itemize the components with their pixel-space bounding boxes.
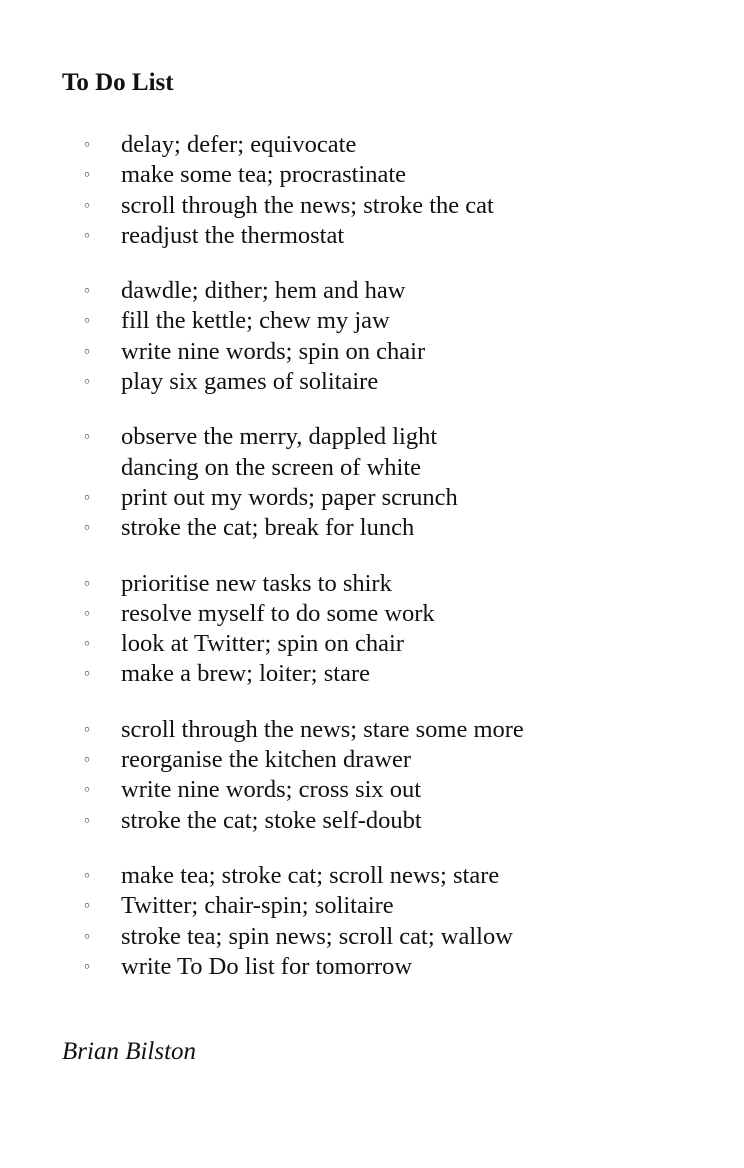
- list-item-text: prioritise new tasks to shirk: [121, 569, 392, 597]
- list-item: [62, 191, 732, 221]
- list-item: [62, 337, 732, 367]
- list-item-text: play six games of solitaire: [121, 368, 379, 396]
- list-item-text: scroll through the news; stroke the cat: [121, 191, 494, 219]
- list-item: [62, 599, 732, 629]
- list-item: [62, 367, 732, 397]
- list-item: [62, 659, 732, 689]
- list-item: [62, 221, 732, 251]
- list-item: [62, 891, 732, 921]
- hollow-bullet-icon: ◦: [82, 282, 92, 301]
- hollow-bullet-icon: ◦: [82, 196, 92, 215]
- hollow-bullet-icon: ◦: [82, 166, 92, 185]
- list-item-text: dancing on the screen of white: [121, 453, 422, 481]
- list-item-text: observe the merry, dappled light: [121, 423, 438, 451]
- list-item-text: resolve myself to do some work: [121, 599, 435, 627]
- list-item-text: print out my words; paper scrunch: [121, 483, 458, 511]
- hollow-bullet-icon: ◦: [82, 897, 92, 916]
- poem-body: [62, 130, 732, 1007]
- list-item: [62, 513, 732, 543]
- stanza-4: [62, 569, 732, 690]
- list-item-text: stroke tea; spin news; scroll cat; wallow: [121, 922, 513, 950]
- list-item: [62, 160, 732, 190]
- stanza-3: [62, 422, 732, 543]
- hollow-bullet-icon: ◦: [82, 720, 92, 739]
- list-item-text: write To Do list for tomorrow: [121, 952, 413, 980]
- list-item-text: dawdle; dither; hem and haw: [121, 277, 406, 305]
- stanza-5: [62, 715, 732, 836]
- list-item-text: write nine words; spin on chair: [121, 337, 426, 365]
- hollow-bullet-icon: ◦: [82, 342, 92, 361]
- hollow-bullet-icon: ◦: [82, 957, 92, 976]
- hollow-bullet-icon: ◦: [82, 519, 92, 538]
- list-item-text: readjust the thermostat: [121, 221, 345, 249]
- list-item: [62, 422, 732, 483]
- list-item: [62, 306, 732, 336]
- poem-author: Brian Bilston: [62, 1038, 197, 1065]
- hollow-bullet-icon: ◦: [82, 373, 92, 392]
- list-item: [62, 130, 732, 160]
- stanza-6: [62, 861, 732, 982]
- list-item: [62, 745, 732, 775]
- list-item: [62, 629, 732, 659]
- list-item-text: look at Twitter; spin on chair: [121, 630, 404, 658]
- stanza-2: [62, 276, 732, 397]
- hollow-bullet-icon: ◦: [82, 136, 92, 154]
- list-item-text: fill the kettle; chew my jaw: [121, 307, 390, 335]
- hollow-bullet-icon: ◦: [82, 781, 92, 800]
- hollow-bullet-icon: ◦: [82, 312, 92, 331]
- list-item: [62, 775, 732, 805]
- list-item-text: reorganise the kitchen drawer: [121, 746, 412, 774]
- list-item: [62, 861, 732, 891]
- hollow-bullet-icon: ◦: [82, 574, 92, 593]
- list-item-text: make tea; stroke cat; scroll news; stare: [121, 861, 500, 889]
- hollow-bullet-icon: ◦: [82, 604, 92, 623]
- list-item: [62, 952, 732, 982]
- list-item-text: make some tea; procrastinate: [121, 161, 407, 189]
- list-item: [62, 922, 732, 952]
- list-item: [62, 483, 732, 513]
- list-item: [62, 569, 732, 599]
- hollow-bullet-icon: ◦: [82, 488, 92, 507]
- list-item-text: stroke the cat; break for lunch: [121, 514, 415, 542]
- hollow-bullet-icon: ◦: [82, 428, 92, 447]
- list-item: [62, 715, 732, 745]
- list-item-text: make a brew; loiter; stare: [121, 660, 370, 688]
- hollow-bullet-icon: ◦: [82, 927, 92, 946]
- hollow-bullet-icon: ◦: [82, 751, 92, 770]
- hollow-bullet-icon: ◦: [82, 866, 92, 885]
- list-item-text: write nine words; cross six out: [121, 776, 422, 804]
- hollow-bullet-icon: ◦: [82, 665, 92, 684]
- hollow-bullet-icon: ◦: [82, 226, 92, 245]
- list-item-text: scroll through the news; stare some more: [121, 715, 524, 743]
- list-item-text: Twitter; chair-spin; solitaire: [121, 892, 394, 920]
- poem-title: To Do List: [62, 69, 174, 96]
- hollow-bullet-icon: ◦: [82, 811, 92, 830]
- list-item: [62, 276, 732, 306]
- stanza-1: [62, 130, 732, 251]
- list-item: [62, 806, 732, 836]
- list-item-text: stroke the cat; stoke self-doubt: [121, 806, 422, 834]
- hollow-bullet-icon: ◦: [82, 635, 92, 654]
- list-item-text: delay; defer; equivocate: [121, 131, 357, 158]
